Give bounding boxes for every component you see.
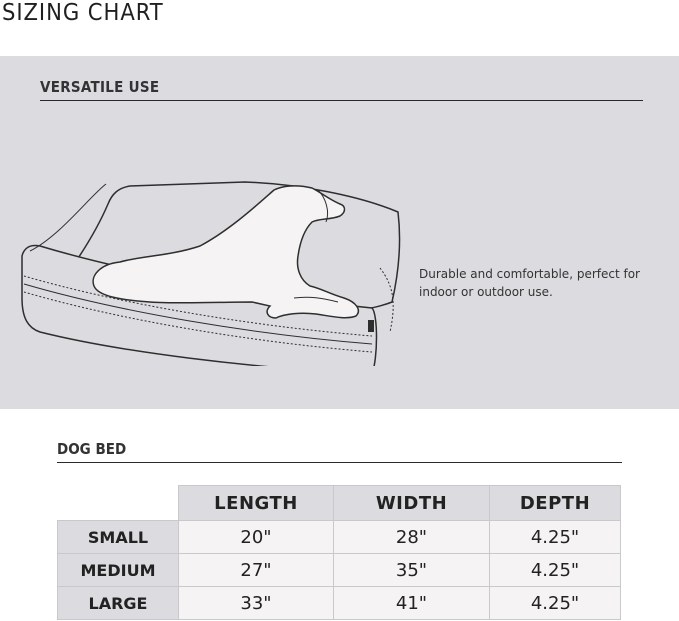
row-label-large: LARGE [58,587,179,620]
page-title: SIZING CHART [2,0,164,26]
cell-length: 27" [179,554,334,587]
cell-depth: 4.25" [490,554,621,587]
cell-depth: 4.25" [490,587,621,620]
sizing-table [57,485,621,620]
row-label-small: SMALL [58,521,179,554]
bed-label-tag [368,320,374,332]
table-row [58,554,621,587]
versatile-use-panel [0,56,679,409]
row-label-medium: MEDIUM [58,554,179,587]
dog-bed-heading: DOG BED [57,440,127,458]
versatile-use-heading: VERSATILE USE [40,78,160,96]
table-corner-cell [58,486,179,521]
cell-width: 35" [334,554,490,587]
column-header-length: LENGTH [179,486,334,521]
heading-divider [57,462,622,463]
cell-length: 20" [179,521,334,554]
table-row [58,587,621,620]
cell-width: 41" [334,587,490,620]
dog-bed-illustration [0,126,410,366]
table-header-row [58,486,621,521]
heading-divider [40,100,643,101]
cell-length: 33" [179,587,334,620]
versatile-use-description: Durable and comfortable, perfect for indoor or outdoor use. [419,267,640,299]
cell-depth: 4.25" [490,521,621,554]
table-row [58,521,621,554]
column-header-depth: DEPTH [490,486,621,521]
column-header-width: WIDTH [334,486,490,521]
cell-width: 28" [334,521,490,554]
